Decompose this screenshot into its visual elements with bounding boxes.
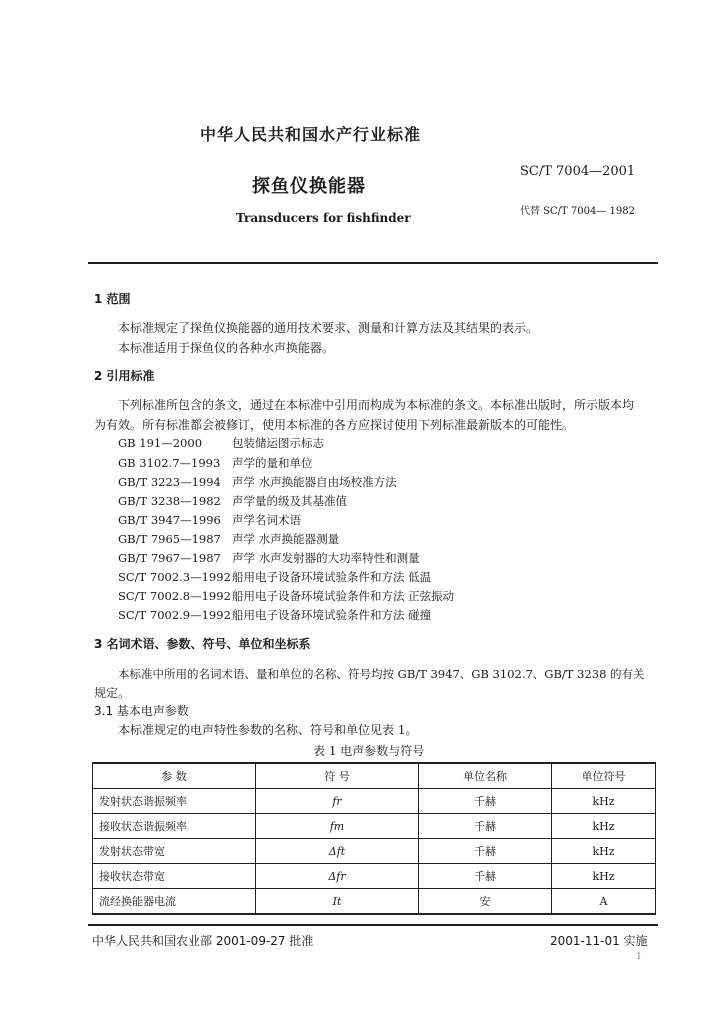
unit-symbol-cell: kHz <box>552 839 656 864</box>
symbol-cell: Δfr <box>256 864 419 889</box>
footer-divider <box>88 924 658 926</box>
reference-code: SC/T 7002.9—1992 <box>118 608 231 622</box>
unit-symbol-cell: kHz <box>552 864 656 889</box>
table-row <box>93 889 656 915</box>
reference-code: GB/T 7967—1987 <box>118 551 221 565</box>
column-header: 单位名称 <box>419 763 552 789</box>
section-3-paragraph-line-2: 规定。 <box>94 686 131 700</box>
section-3-heading: 3 名词术语、参数、符号、单位和坐标系 <box>94 637 311 651</box>
document-title-english: Transducers for fishfinder <box>236 211 411 225</box>
reference-code: GB/T 7965—1987 <box>118 532 221 546</box>
unit-name-cell: 千赫 <box>419 864 552 889</box>
unit-name-cell: 千赫 <box>419 839 552 864</box>
section-3-paragraph-line-1: 本标准中所用的名词术语、量和单位的名称、符号均按 GB/T 3947、GB 3102.7、GB/T 3238 的有关 <box>118 667 645 681</box>
param-cell: 发射状态带宽 <box>93 839 256 864</box>
replaces-standard: 代替 SC/T 7004— 1982 <box>520 206 635 217</box>
reference-title: 船用电子设备环境试验条件和方法 低温 <box>232 570 432 584</box>
reference-item <box>118 531 339 547</box>
parameters-table <box>92 762 656 915</box>
reference-item <box>118 493 347 509</box>
param-cell: 接收状态带宽 <box>93 864 256 889</box>
section-1-paragraph-2: 本标准适用于探鱼仪的各种水声换能器。 <box>118 341 335 355</box>
reference-title: 船用电子设备环境试验条件和方法 碰撞 <box>232 608 432 622</box>
document-title: 探鱼仪换能器 <box>252 176 366 197</box>
implementation-date: 2001-11-01 实施 <box>550 934 648 948</box>
reference-item <box>118 455 313 471</box>
table-row <box>93 814 656 839</box>
approval-line: 中华人民共和国农业部 2001-09-27 批准 <box>92 934 314 948</box>
reference-item <box>118 607 431 623</box>
reference-title: 声学 水声发射器的大功率特性和测量 <box>232 551 420 565</box>
param-cell: 接收状态谐振频率 <box>93 814 256 839</box>
reference-title: 声学名词术语 <box>232 513 301 527</box>
unit-symbol-cell: kHz <box>552 814 656 839</box>
unit-name-cell: 千赫 <box>419 789 552 814</box>
unit-name-cell: 安 <box>419 889 552 915</box>
reference-item <box>118 550 420 566</box>
symbol-cell: fm <box>256 814 419 839</box>
section-3-1-paragraph: 本标准规定的电声特性参数的名称、符号和单位见表 1。 <box>118 723 418 737</box>
section-1-paragraph-1: 本标准规定了探鱼仪换能器的通用技术要求、测量和计算方法及其结果的表示。 <box>118 321 539 335</box>
header-divider <box>88 262 658 264</box>
symbol-cell: fr <box>256 789 419 814</box>
section-2-intro-line-2: 为有效。所有标准都会被修订，使用本标准的各方应探讨使用下列标准最新版本的可能性。 <box>94 418 575 432</box>
unit-symbol-cell: A <box>552 889 656 915</box>
table-caption: 表 1 电声参数与符号 <box>313 744 425 758</box>
reference-title: 包装储运图示标志 <box>232 436 324 450</box>
section-2-intro-line-1: 下列标准所包含的条文，通过在本标准中引用而构成为本标准的条文。本标准出版时，所示版本均 <box>118 398 635 412</box>
page-number: 1 <box>636 952 642 962</box>
reference-code: GB/T 3238—1982 <box>118 494 221 508</box>
reference-title: 声学量的级及其基准值 <box>232 494 347 508</box>
reference-code: SC/T 7002.3—1992 <box>118 570 231 584</box>
standard-code: SC/T 7004—2001 <box>520 164 636 179</box>
table-row <box>93 864 656 889</box>
section-3-1-heading: 3.1 基本电声参数 <box>94 704 189 718</box>
column-header: 符 号 <box>256 763 419 789</box>
reference-item <box>118 512 301 528</box>
reference-item <box>118 588 454 604</box>
reference-title: 船用电子设备环境试验条件和方法 正弦振动 <box>232 589 455 603</box>
reference-title: 声学的量和单位 <box>232 456 313 470</box>
unit-name-cell: 千赫 <box>419 814 552 839</box>
unit-symbol-cell: kHz <box>552 789 656 814</box>
symbol-cell: It <box>256 889 419 915</box>
reference-code: GB 191—2000 <box>118 436 203 450</box>
section-2-heading: 2 引用标准 <box>94 369 155 383</box>
reference-item <box>118 474 397 490</box>
section-1-heading: 1 范围 <box>94 292 131 306</box>
issuing-body-title: 中华人民共和国水产行业标准 <box>200 125 422 144</box>
column-header: 单位符号 <box>552 763 656 789</box>
table-row <box>93 789 656 814</box>
reference-code: GB/T 3223—1994 <box>118 475 221 489</box>
reference-title: 声学 水声换能器测量 <box>232 532 340 546</box>
column-header: 参 数 <box>93 763 256 789</box>
reference-code: GB/T 3947—1996 <box>118 513 221 527</box>
reference-item <box>118 569 431 585</box>
reference-title: 声学 水声换能器自由场校准方法 <box>232 475 397 489</box>
reference-code: GB 3102.7—1993 <box>118 456 221 470</box>
param-cell: 流经换能器电流 <box>93 889 256 915</box>
table-row <box>93 839 656 864</box>
table-header-row <box>93 763 656 789</box>
reference-code: SC/T 7002.8—1992 <box>118 589 231 603</box>
param-cell: 发射状态谐振频率 <box>93 789 256 814</box>
symbol-cell: Δft <box>256 839 419 864</box>
reference-item <box>118 435 324 451</box>
